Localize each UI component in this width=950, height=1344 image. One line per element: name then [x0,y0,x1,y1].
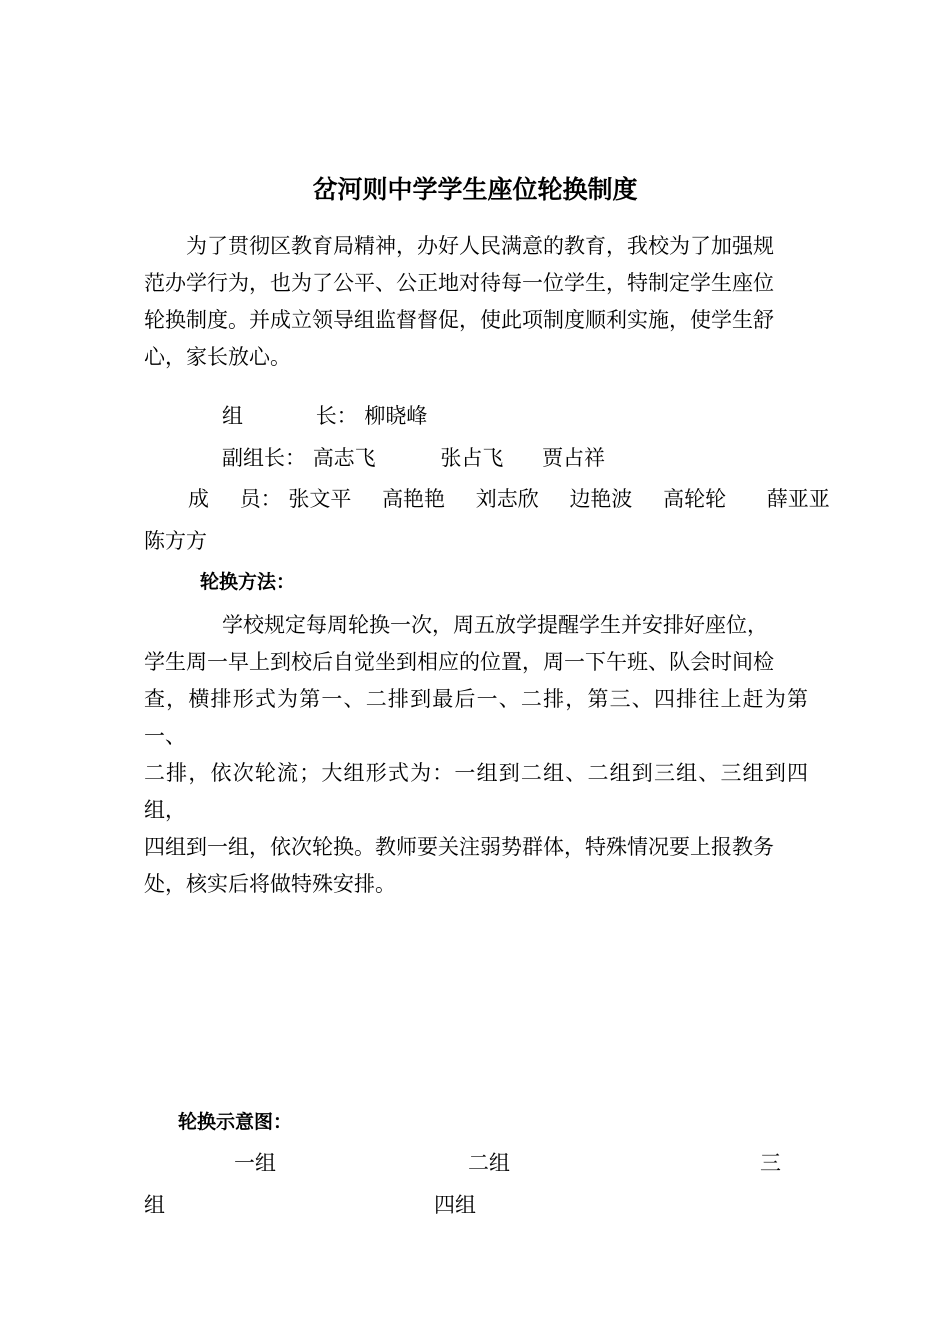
leader-label-b: 长： [315,404,358,428]
members-overflow-row [144,526,207,556]
intro-line-4: 心，家长放心。 [144,345,291,369]
members-label-a: 成 [188,487,209,511]
method-heading: 轮换方法： [200,571,296,593]
method-line-6: 处，核实后将做特殊安排。 [144,872,396,896]
members-label-b: 员： [239,487,282,511]
group-3-label-part-a: 三 [760,1151,781,1175]
method-paragraph [144,607,808,903]
leader-name: 柳晓峰 [364,404,428,428]
member-name-3: 刘志欣 [475,487,539,511]
group-1-label: 一组 [234,1151,276,1175]
method-line-1: 学校规定每周轮换一次，周五放学提醒学生并安排好座位， [222,613,768,637]
intro-line-1: 为了贯彻区教育局精神，办好人民满意的教育，我校为了加强规 [186,234,774,258]
document-title: 岔河则中学学生座位轮换制度 [312,175,638,204]
method-line-5: 四组到一组，依次轮换。教师要关注弱势群体，特殊情况要上报教务 [144,835,774,859]
method-line-2: 学生周一早上到校后自觉坐到相应的位置，周一下午班、队会时间检 [144,650,774,674]
deputy-name-2: 张占飞 [440,446,504,470]
group-4-label: 四组 [434,1193,476,1217]
member-name-6: 薛亚亚 [766,487,830,511]
intro-paragraph [144,228,808,376]
leader-label-a: 组 [222,404,243,428]
intro-line-3: 轮换制度。并成立领导组监督督促，使此项制度顺利实施，使学生舒 [144,308,774,332]
method-line-3: 查，横排形式为第一、二排到最后一、二排，第三、四排往上赶为第一、 [144,687,808,748]
deputies-row [222,443,605,473]
group-3-label-part-b: 组 [144,1193,165,1217]
diagram-heading: 轮换示意图： [178,1111,293,1133]
deputy-name-1: 高志飞 [312,446,376,470]
member-name-5: 高轮轮 [663,487,727,511]
member-name-overflow: 陈方方 [144,529,207,553]
deputies-label: 副组长： [222,446,306,470]
member-name-4: 边艳波 [569,487,633,511]
members-row [188,484,830,514]
member-name-2: 高艳艳 [382,487,446,511]
intro-line-2: 范办学行为，也为了公平、公正地对待每一位学生，特制定学生座位 [144,271,774,295]
group-2-label: 二组 [468,1151,510,1175]
deputy-name-3: 贾占祥 [542,446,606,470]
method-line-4: 二排，依次轮流；大组形式为：一组到二组、二组到三组、三组到四组， [144,761,808,822]
leader-row [222,401,427,431]
member-name-1: 张文平 [288,487,352,511]
